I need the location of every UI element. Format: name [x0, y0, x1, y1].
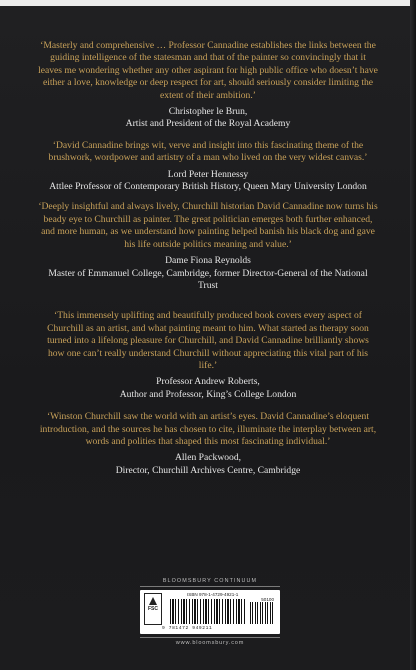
blurb-author: Dame Fiona Reynolds — [165, 255, 251, 267]
barcode-digits: 9 781472 949211 — [162, 626, 213, 631]
blurb-list — [38, 40, 378, 487]
blurb-quote: ‘Masterly and comprehensive … Professor Cannadine establishes the links between the guiding intelligence of the statesman and that of the painter so convincingly that it leaves me wondering whether any other aspirant for high public office who doesn’t have either a love, knowledge or deep respect for art, should seriously consider limiting the extent of their ambition.’ — [38, 40, 378, 101]
fsc-logo — [144, 593, 162, 625]
blurb-packwood — [38, 411, 378, 477]
fsc-label: FSC — [148, 606, 158, 612]
blurb-author: Allen Packwood, — [174, 452, 242, 464]
blurb-quote: ‘Deeply insightful and always lively, Churchill historian David Cannadine now turns his beady eye to Churchill as painter. The great politician emerges both further enhanced, and more human, as we understand how painting helped banish his black dog and gave his life outside politics meaning and value.’ — [38, 201, 378, 250]
barcode-panel — [140, 590, 280, 634]
blurb-roberts — [38, 310, 378, 401]
blurb-quote: ‘This immensely uplifting and beautifully produced book covers every aspect of Churchill as an artist, and what painting meant to him. What started as therapy soon turned into a lifelong pleasure for Churchill, and David Cannadine brilliantly shows how one can’t really understand Churchill without appreciating this vital part of his life.’ — [47, 310, 369, 371]
blurb-author: Christopher le Brun, — [168, 106, 248, 118]
blurb-le-brun — [38, 40, 378, 131]
blurb-quote: ‘Winston Churchill saw the world with an artist’s eyes. David Cannadine’s eloquent introduction, and the sources he has chosen to cite, illuminate the interplay between art, words and polities that shaped this most fascinating individual.’ — [39, 411, 377, 447]
tree-icon — [149, 597, 157, 605]
blurb-author: Professor Andrew Roberts, — [156, 376, 260, 388]
publisher-website: www.bloomsbury.com — [140, 637, 280, 646]
blurb-author-title: Attlee Professor of Contemporary British History, Queen Mary University London — [49, 181, 367, 193]
blurb-quote: ‘David Cannadine brings wit, verve and insight into this fascinating theme of the brushwork, wordpower and artistry of a man who lived on the very widest canvas.’ — [48, 139, 368, 164]
blurb-author-title: Artist and President of the Royal Academy — [125, 118, 291, 130]
price-code: 50100 — [261, 597, 274, 602]
blurb-author-title: Master of Emmanuel College, Cambridge, former Director-General of the National Trust — [48, 267, 368, 291]
publisher-imprint: BLOOMSBURY CONTINUUM — [140, 577, 280, 587]
price-barcode-icon — [250, 602, 274, 624]
blurb-author: Lord Peter Hennessy — [167, 168, 249, 180]
blurb-author-title: Director, Churchill Archives Centre, Cambridge — [115, 464, 301, 476]
blurb-hennessy — [38, 140, 378, 194]
blurb-author-title: Author and Professor, King’s College London — [119, 388, 297, 400]
barcode-icon — [170, 599, 246, 624]
blurb-reynolds — [38, 201, 378, 292]
isbn-text: ISBN 978-1-4729-4921-1 — [187, 592, 239, 597]
